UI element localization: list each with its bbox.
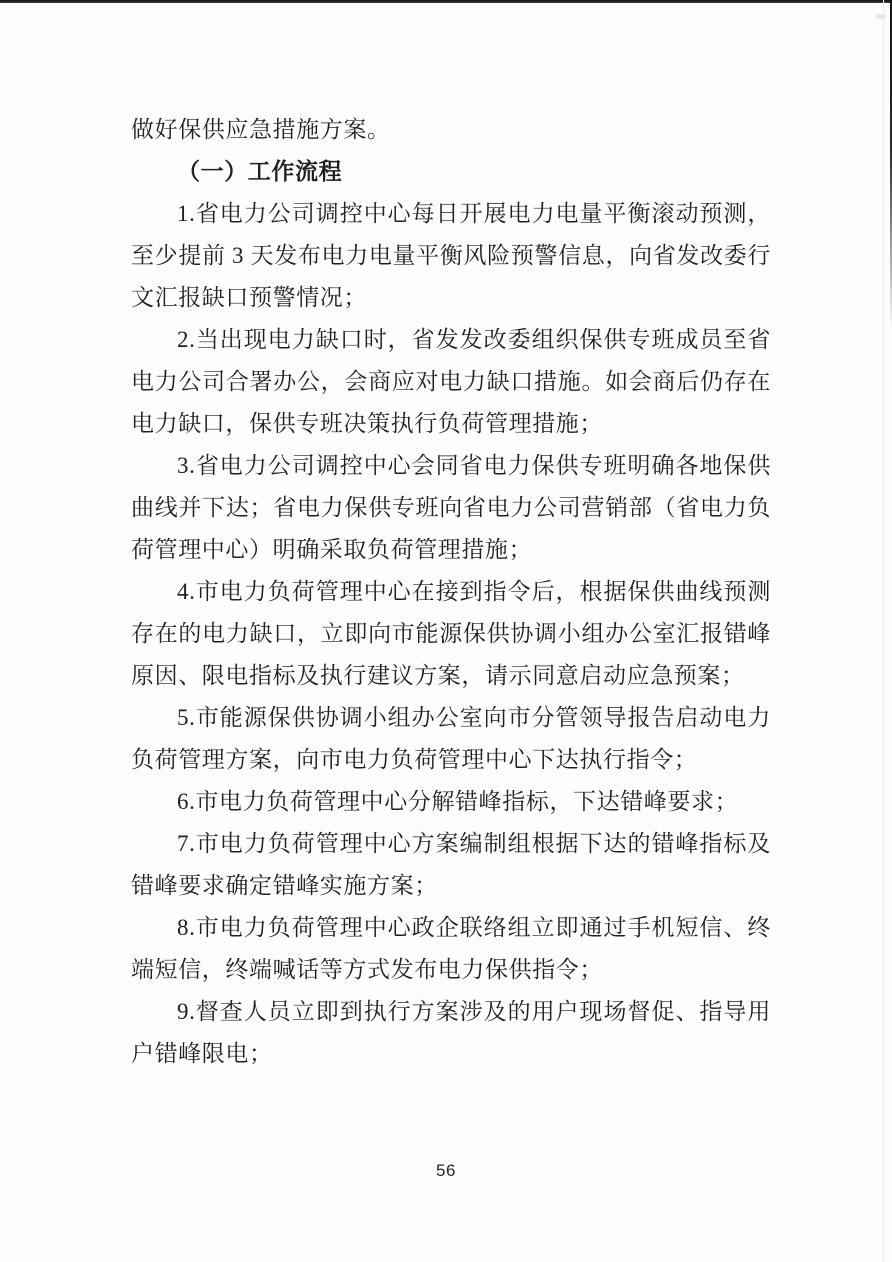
procedure-step-3: 3.省电力公司调控中心会同省电力保供专班明确各地保供曲线并下达；省电力保供专班向省电力公司营销部（省电力负荷管理中心）明确采取负荷管理措施； [131, 453, 771, 562]
intro-line: 做好保供应急措施方案。 [131, 117, 391, 142]
procedure-step-7: 7.市电力负荷管理中心方案编制组根据下达的错峰指标及错峰要求确定错峰实施方案； [131, 831, 771, 898]
procedure-step-6: 6.市电力负荷管理中心分解错峰指标，下达错峰要求； [177, 789, 739, 814]
section-heading: （一）工作流程 [177, 159, 343, 184]
procedure-step-4: 4.市电力负荷管理中心在接到指令后，根据保供曲线预测存在的电力缺口，立即向市能源保供协调小组办公室汇报错峰原因、限电指标及执行建议方案，请示同意启动应急预案； [131, 579, 771, 688]
procedure-step-8: 8.市电力负荷管理中心政企联络组立即通过手机短信、终端短信，终端喊话等方式发布电力保供指令； [131, 915, 771, 982]
procedure-step-1: 1.省电力公司调控中心每日开展电力电量平衡滚动预测，至少提前 3 天发布电力电量平衡风险预警信息，向省发改委行文汇报缺口预警情况； [131, 201, 771, 310]
procedure-step-9: 9.督查人员立即到执行方案涉及的用户现场督促、指导用户错峰限电； [131, 999, 771, 1066]
scan-seam-line [883, 0, 884, 1262]
procedure-step-5: 5.市能源保供协调小组办公室向市分管领导报告启动电力负荷管理方案，向市电力负荷管理中心下达执行指令； [131, 705, 771, 772]
page-number: 56 [436, 1161, 456, 1180]
document-body [131, 109, 771, 1075]
procedure-step-2: 2.当出现电力缺口时，省发发改委组织保供专班成员至省电力公司合署办公，会商应对电力缺口措施。如会商后仍存在电力缺口，保供专班决策执行负荷管理措施； [131, 327, 771, 436]
scan-edge-top [0, 0, 892, 3]
scan-artifact [876, 14, 886, 19]
